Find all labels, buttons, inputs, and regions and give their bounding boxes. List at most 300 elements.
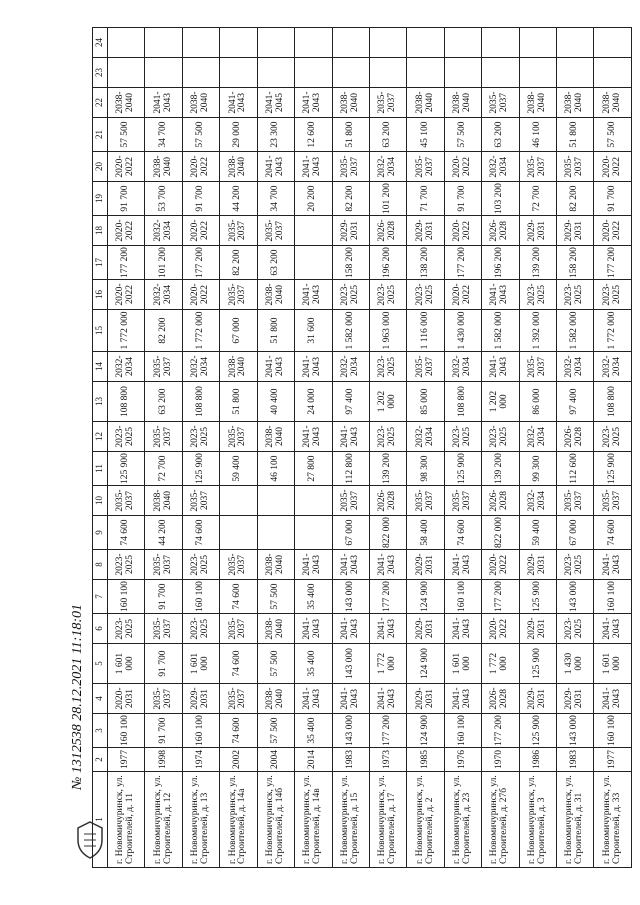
table-cell <box>257 28 294 58</box>
table-cell: 91 700 <box>145 714 182 748</box>
table-cell: 2041-2043 <box>332 684 369 714</box>
table-cell: 2038-2040 <box>220 152 257 182</box>
table-cell <box>257 486 294 516</box>
table-cell: 160 100 <box>594 580 632 614</box>
table-cell: 1 392 000 <box>519 310 556 352</box>
table-cell: 1 430 000 <box>444 310 481 352</box>
table-cell: 24 000 <box>295 382 332 422</box>
table-cell: 2023-2025 <box>108 550 145 580</box>
table-cell: 2035-2037 <box>145 550 182 580</box>
address-cell: г. Новомичуринск, ул. Строителей, д. 14б <box>257 772 294 868</box>
table-cell: 2041-2043 <box>295 280 332 310</box>
address-cell: г. Новомичуринск, ул. Строителей, д. 33 <box>594 772 632 868</box>
table-cell: 2035-2037 <box>332 486 369 516</box>
table-cell: 2041-2043 <box>482 352 519 382</box>
table-cell: 1977 <box>108 748 145 772</box>
table-cell: 2026-2028 <box>482 486 519 516</box>
table-cell: 108 800 <box>182 382 219 422</box>
table-cell: 2032-2034 <box>557 352 594 382</box>
table-cell: 1 582 000 <box>482 310 519 352</box>
table-cell: 143 000 <box>557 580 594 614</box>
table-cell: 2035-2037 <box>519 352 556 382</box>
column-number: 16 <box>93 280 108 310</box>
table-cell: 177 200 <box>444 246 481 280</box>
table-cell: 2035-2037 <box>182 486 219 516</box>
table-cell: 2004 <box>257 748 294 772</box>
table-cell: 124 900 <box>407 580 444 614</box>
table-row <box>295 28 332 868</box>
table-cell: 2023-2025 <box>108 422 145 452</box>
table-cell: 2038-2040 <box>332 88 369 118</box>
table-cell: 74 600 <box>182 516 219 550</box>
column-number: 18 <box>93 216 108 246</box>
table-cell: 86 000 <box>519 382 556 422</box>
table-cell: 2035-2037 <box>145 614 182 644</box>
table-cell: 2041-2043 <box>295 422 332 452</box>
table-cell: 2041-2043 <box>295 88 332 118</box>
table-cell: 67 000 <box>220 310 257 352</box>
table-cell: 2041-2043 <box>369 550 406 580</box>
table-row <box>407 28 444 868</box>
table-cell: 59 400 <box>220 452 257 486</box>
column-number: 13 <box>93 382 108 422</box>
table-cell: 2029-2031 <box>407 216 444 246</box>
table-cell: 2035-2037 <box>220 216 257 246</box>
table-cell: 822 000 <box>482 516 519 550</box>
table-cell: 2023-2025 <box>444 422 481 452</box>
table-cell: 2029-2031 <box>519 216 556 246</box>
table-cell: 177 200 <box>482 580 519 614</box>
table-cell: 101 200 <box>369 182 406 216</box>
table-cell <box>295 28 332 58</box>
table-cell: 103 200 <box>482 182 519 216</box>
address-cell: г. Новомичуринск, ул. Строителей, д. 31 <box>557 772 594 868</box>
table-cell: 1985 <box>407 748 444 772</box>
table-cell: 2020-2022 <box>482 614 519 644</box>
table-cell: 74 600 <box>220 714 257 748</box>
table-cell: 2038-2040 <box>145 486 182 516</box>
table-cell: 2041-2043 <box>482 280 519 310</box>
table-cell: 2038-2040 <box>145 152 182 182</box>
table-cell: 2002 <box>220 748 257 772</box>
table-cell: 51 800 <box>557 118 594 152</box>
table-cell: 143 000 <box>332 580 369 614</box>
table-cell: 71 700 <box>407 182 444 216</box>
table-cell: 124 900 <box>407 644 444 684</box>
column-number: 10 <box>93 486 108 516</box>
table-cell: 2041-2045 <box>257 88 294 118</box>
table-cell: 2029-2031 <box>557 216 594 246</box>
table-cell: 177 200 <box>369 580 406 614</box>
table-cell <box>594 58 632 88</box>
table-cell: 158 200 <box>557 246 594 280</box>
table-cell: 125 900 <box>519 644 556 684</box>
table-cell: 1 116 000 <box>407 310 444 352</box>
table-cell <box>220 516 257 550</box>
table-cell: 2029-2031 <box>519 550 556 580</box>
table-cell: 20 200 <box>295 182 332 216</box>
table-cell: 2020-2022 <box>444 280 481 310</box>
table-cell: 85 000 <box>407 382 444 422</box>
table-cell: 35 400 <box>295 644 332 684</box>
table-cell: 2026-2028 <box>557 422 594 452</box>
table-cell: 27 800 <box>295 452 332 486</box>
table-row <box>482 28 519 868</box>
table-cell: 1970 <box>482 748 519 772</box>
table-body <box>93 28 632 868</box>
table-cell: 2041-2043 <box>444 550 481 580</box>
table-cell <box>295 216 332 246</box>
table-cell: 160 100 <box>594 714 632 748</box>
table-cell: 2041-2043 <box>332 614 369 644</box>
registration-stamp-text: № 1312538 28.12.2021 11:18:01 <box>70 604 85 790</box>
table-cell <box>108 58 145 88</box>
table-cell: 82 200 <box>557 182 594 216</box>
table-cell: 35 400 <box>295 714 332 748</box>
table-cell <box>482 58 519 88</box>
table-cell: 2041-2043 <box>594 614 632 644</box>
table-cell: 98 300 <box>407 452 444 486</box>
table-cell: 108 800 <box>108 382 145 422</box>
table-cell <box>257 58 294 88</box>
table-cell: 91 700 <box>108 182 145 216</box>
column-number: 15 <box>93 310 108 352</box>
table-cell: 1973 <box>369 748 406 772</box>
table-cell: 2020-2022 <box>444 152 481 182</box>
table-cell: 2020-2031 <box>108 684 145 714</box>
table-cell: 72 700 <box>145 452 182 486</box>
table-row <box>108 28 145 868</box>
table-cell: 63 200 <box>257 246 294 280</box>
table-cell: 2020-2022 <box>182 152 219 182</box>
table-cell: 1974 <box>182 748 219 772</box>
table-cell: 2023-2025 <box>594 422 632 452</box>
table-cell: 2032-2034 <box>145 216 182 246</box>
column-number: 14 <box>93 352 108 382</box>
table-cell: 2035-2037 <box>145 422 182 452</box>
table-cell: 2032-2034 <box>444 352 481 382</box>
table-cell: 57 500 <box>257 580 294 614</box>
table-cell: 2041-2043 <box>145 88 182 118</box>
table-cell: 2035-2037 <box>482 88 519 118</box>
table-cell: 57 500 <box>444 118 481 152</box>
column-number: 2 <box>93 748 108 772</box>
table-row <box>145 28 182 868</box>
table-cell: 2038-2040 <box>407 88 444 118</box>
column-number: 8 <box>93 550 108 580</box>
table-row <box>369 28 406 868</box>
table-cell: 74 600 <box>220 580 257 614</box>
table-cell: 112 800 <box>332 452 369 486</box>
table-cell <box>295 246 332 280</box>
table-row <box>557 28 594 868</box>
rotated-table-wrapper <box>92 38 632 868</box>
table-cell <box>369 28 406 58</box>
address-cell: г. Новомичуринск, ул. Строителей, д. 12 <box>145 772 182 868</box>
table-cell: 125 900 <box>594 452 632 486</box>
table-cell: 2029-2031 <box>332 216 369 246</box>
table-cell <box>108 28 145 58</box>
table-cell: 1 772 000 <box>108 310 145 352</box>
table-cell: 2041-2043 <box>332 422 369 452</box>
table-cell: 53 700 <box>145 182 182 216</box>
table-cell: 1 772 000 <box>482 644 519 684</box>
table-cell <box>407 28 444 58</box>
table-cell: 196 200 <box>482 246 519 280</box>
table-cell: 91 700 <box>444 182 481 216</box>
address-cell: г. Новомичуринск, ул. Строителей, д. 2 <box>407 772 444 868</box>
table-cell: 2035-2037 <box>220 614 257 644</box>
table-cell: 2020-2022 <box>594 216 632 246</box>
table-cell: 1 582 000 <box>557 310 594 352</box>
table-cell: 160 100 <box>182 580 219 614</box>
table-cell <box>594 28 632 58</box>
table-cell: 82 200 <box>220 246 257 280</box>
table-cell: 67 000 <box>332 516 369 550</box>
table-cell: 31 600 <box>295 310 332 352</box>
table-cell <box>369 58 406 88</box>
table-cell: 2032-2034 <box>407 422 444 452</box>
table-cell: 1998 <box>145 748 182 772</box>
table-cell: 125 900 <box>519 714 556 748</box>
column-number-row <box>93 28 108 868</box>
table-cell <box>220 58 257 88</box>
table-cell: 2032-2034 <box>369 152 406 182</box>
column-number: 9 <box>93 516 108 550</box>
table-cell: 2038-2040 <box>220 352 257 382</box>
table-cell: 2032-2034 <box>519 486 556 516</box>
address-cell: г. Новомичуринск, ул. Строителей, д. 27б <box>482 772 519 868</box>
table-cell: 822 000 <box>369 516 406 550</box>
table-cell: 2029-2031 <box>407 614 444 644</box>
column-number: 4 <box>93 684 108 714</box>
table-cell: 160 100 <box>444 580 481 614</box>
table-cell <box>295 516 332 550</box>
table-cell: 2032-2034 <box>594 352 632 382</box>
table-cell: 2023-2025 <box>557 550 594 580</box>
table-cell <box>257 516 294 550</box>
address-cell: г. Новомичуринск, ул. Строителей, д. 11 <box>108 772 145 868</box>
table-cell: 57 500 <box>257 644 294 684</box>
table-cell: 91 700 <box>145 644 182 684</box>
table-cell: 2041-2043 <box>220 88 257 118</box>
table-cell <box>482 28 519 58</box>
table-cell <box>332 58 369 88</box>
table-cell: 2041-2043 <box>444 614 481 644</box>
table-cell: 2020-2022 <box>594 152 632 182</box>
table-cell: 2023-2025 <box>557 614 594 644</box>
table-cell: 2041-2043 <box>444 684 481 714</box>
table-cell: 177 200 <box>182 246 219 280</box>
table-cell <box>220 486 257 516</box>
table-cell: 2020-2022 <box>108 280 145 310</box>
table-cell: 63 200 <box>482 118 519 152</box>
table-cell: 2029-2031 <box>407 550 444 580</box>
table-cell: 125 900 <box>519 580 556 614</box>
table-cell: 91 700 <box>594 182 632 216</box>
table-cell: 74 600 <box>444 516 481 550</box>
table-cell: 67 000 <box>557 516 594 550</box>
table-cell: 2038-2040 <box>108 88 145 118</box>
table-cell: 2023-2025 <box>369 280 406 310</box>
table-cell <box>519 58 556 88</box>
table-cell <box>295 58 332 88</box>
column-number: 6 <box>93 614 108 644</box>
table-cell: 74 600 <box>220 644 257 684</box>
table-cell: 2035-2037 <box>407 486 444 516</box>
table-cell: 1 601 000 <box>182 644 219 684</box>
table-cell: 2032-2034 <box>182 352 219 382</box>
table-cell: 2023-2025 <box>557 280 594 310</box>
table-cell: 44 200 <box>220 182 257 216</box>
table-cell: 2041-2043 <box>369 684 406 714</box>
table-cell: 2041-2043 <box>295 352 332 382</box>
table-cell: 101 200 <box>145 246 182 280</box>
table-cell: 2035-2037 <box>444 486 481 516</box>
table-cell <box>295 486 332 516</box>
table-cell: 1983 <box>332 748 369 772</box>
table-cell: 177 200 <box>108 246 145 280</box>
table-cell: 2041-2043 <box>295 152 332 182</box>
table-cell <box>444 28 481 58</box>
table-cell: 57 500 <box>182 118 219 152</box>
table-cell: 1976 <box>444 748 481 772</box>
table-cell: 2038-2040 <box>594 88 632 118</box>
column-number: 12 <box>93 422 108 452</box>
table-cell: 160 100 <box>108 714 145 748</box>
column-number: 7 <box>93 580 108 614</box>
table-row <box>182 28 219 868</box>
table-cell: 1 202 000 <box>369 382 406 422</box>
table-cell: 23 300 <box>257 118 294 152</box>
table-cell: 2041-2043 <box>332 550 369 580</box>
table-cell: 2023-2025 <box>519 280 556 310</box>
table-cell: 2035-2037 <box>220 550 257 580</box>
table-cell: 2014 <box>295 748 332 772</box>
table-cell: 2041-2043 <box>295 684 332 714</box>
table-cell: 2026-2028 <box>369 486 406 516</box>
table-cell: 2038-2040 <box>257 684 294 714</box>
table-cell <box>145 28 182 58</box>
table-cell: 2020-2022 <box>182 216 219 246</box>
table-cell: 1 202 000 <box>482 382 519 422</box>
table-cell: 99 300 <box>519 452 556 486</box>
table-row <box>594 28 632 868</box>
table-cell: 1986 <box>519 748 556 772</box>
address-cell: г. Новомичуринск, ул. Строителей, д. 3 <box>519 772 556 868</box>
table-cell: 45 100 <box>407 118 444 152</box>
table-cell: 57 500 <box>594 118 632 152</box>
table-cell: 196 200 <box>369 246 406 280</box>
table-cell: 2023-2025 <box>182 550 219 580</box>
table-cell: 125 900 <box>108 452 145 486</box>
column-number: 19 <box>93 182 108 216</box>
table-cell: 2038-2040 <box>257 422 294 452</box>
table-cell: 1 772 000 <box>369 644 406 684</box>
table-cell: 1977 <box>594 748 632 772</box>
table-cell: 2020-2022 <box>182 280 219 310</box>
table-cell: 2023-2025 <box>182 422 219 452</box>
table-cell: 2035-2037 <box>369 88 406 118</box>
table-cell: 1 963 000 <box>369 310 406 352</box>
table-cell: 2035-2037 <box>407 152 444 182</box>
table-cell: 177 200 <box>594 246 632 280</box>
column-number: 23 <box>93 58 108 88</box>
table-cell: 2029-2031 <box>182 684 219 714</box>
table-cell: 2041-2043 <box>594 684 632 714</box>
table-cell: 1 430 000 <box>557 644 594 684</box>
table-row <box>519 28 556 868</box>
address-cell: г. Новомичуринск, ул. Строителей, д. 15 <box>332 772 369 868</box>
table-cell: 2026-2028 <box>482 684 519 714</box>
table-cell: 125 900 <box>182 452 219 486</box>
table-cell: 35 400 <box>295 580 332 614</box>
table-cell: 2038-2040 <box>257 280 294 310</box>
table-cell: 91 700 <box>145 580 182 614</box>
table-cell: 51 800 <box>332 118 369 152</box>
address-cell: г. Новомичуринск, ул. Строителей, д. 17 <box>369 772 406 868</box>
table-cell: 1 772 000 <box>594 310 632 352</box>
table-cell: 72 700 <box>519 182 556 216</box>
table-cell: 2029-2031 <box>407 684 444 714</box>
table-cell: 57 500 <box>108 118 145 152</box>
table-cell: 2035-2037 <box>594 486 632 516</box>
table-cell: 2041-2043 <box>369 614 406 644</box>
table-cell: 12 600 <box>295 118 332 152</box>
table-cell: 124 900 <box>407 714 444 748</box>
table-cell <box>220 28 257 58</box>
table-cell: 46 100 <box>519 118 556 152</box>
table-cell: 2026-2028 <box>369 216 406 246</box>
table-cell: 2020-2022 <box>482 550 519 580</box>
table-row <box>444 28 481 868</box>
table-cell: 112 600 <box>557 452 594 486</box>
table-cell: 2038-2040 <box>557 88 594 118</box>
table-cell: 57 500 <box>257 714 294 748</box>
column-number: 3 <box>93 714 108 748</box>
table-cell: 2023-2025 <box>369 352 406 382</box>
table-cell: 177 200 <box>482 714 519 748</box>
table-cell: 2041-2043 <box>295 614 332 644</box>
address-cell: г. Новомичуринск, ул. Строителей, д. 23 <box>444 772 481 868</box>
table-cell: 2020-2022 <box>108 216 145 246</box>
table-cell: 2032-2034 <box>145 280 182 310</box>
repair-schedule-table <box>92 27 632 868</box>
table-cell <box>407 58 444 88</box>
table-cell: 2035-2037 <box>220 684 257 714</box>
table-cell: 40 400 <box>257 382 294 422</box>
table-cell: 160 100 <box>108 580 145 614</box>
table-cell: 2026-2028 <box>482 216 519 246</box>
table-cell: 2023-2025 <box>182 614 219 644</box>
table-row <box>220 28 257 868</box>
table-cell: 138 200 <box>407 246 444 280</box>
table-cell: 2038-2040 <box>519 88 556 118</box>
table-cell: 2023-2025 <box>482 422 519 452</box>
column-number: 1 <box>93 772 108 868</box>
table-cell: 59 400 <box>519 516 556 550</box>
table-cell: 2038-2040 <box>444 88 481 118</box>
table-cell: 29 000 <box>220 118 257 152</box>
table-cell: 91 700 <box>182 182 219 216</box>
table-cell: 2023-2025 <box>108 614 145 644</box>
column-number: 17 <box>93 246 108 280</box>
table-cell <box>182 58 219 88</box>
table-cell: 2038-2040 <box>257 614 294 644</box>
table-cell <box>557 28 594 58</box>
table-cell: 58 400 <box>407 516 444 550</box>
column-number: 24 <box>93 28 108 58</box>
